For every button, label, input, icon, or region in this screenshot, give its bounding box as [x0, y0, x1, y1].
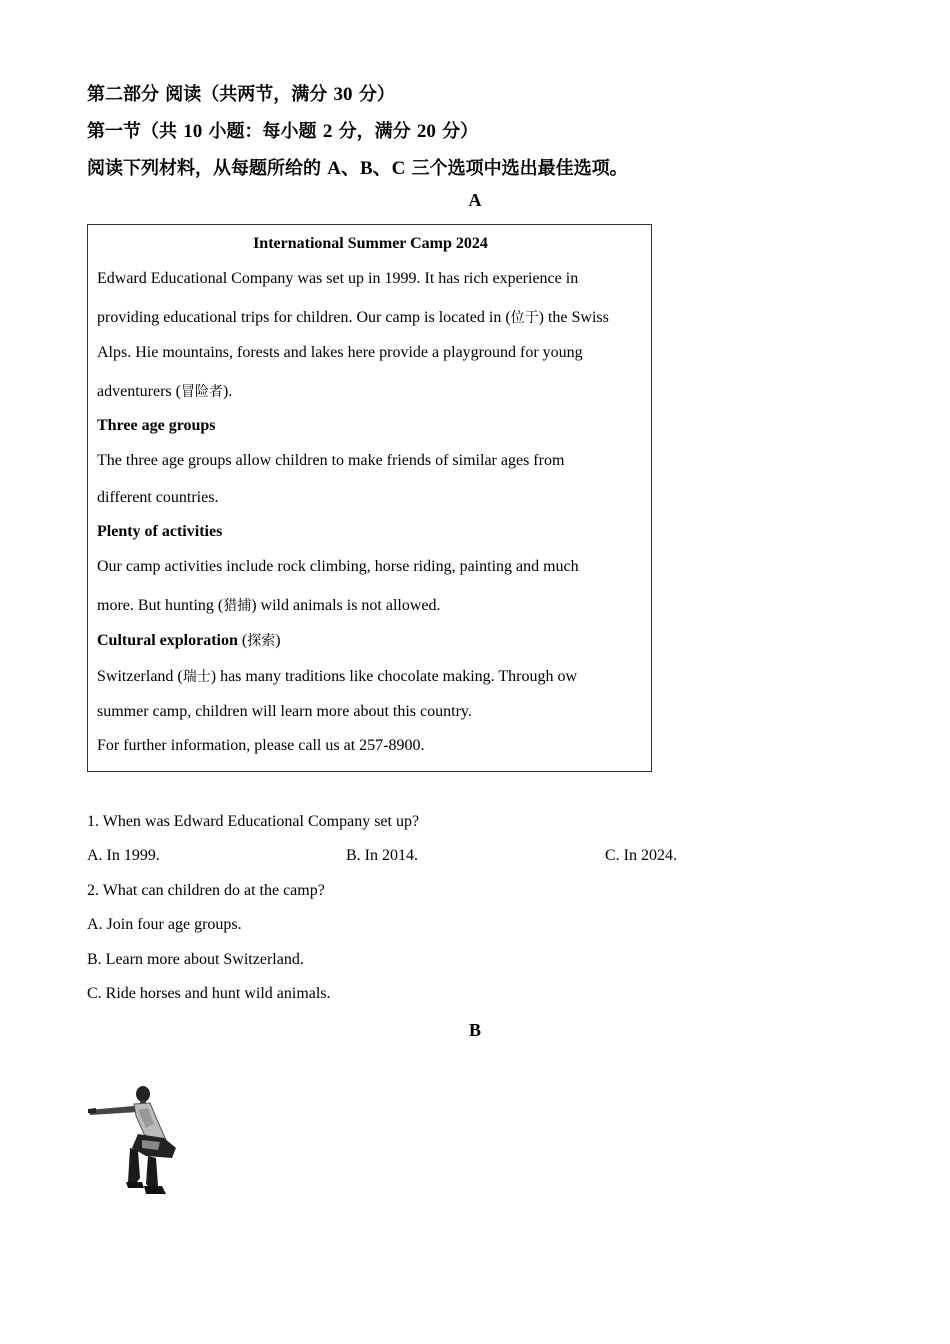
heading-cultural: Cultural exploration (探索)	[97, 632, 281, 649]
advert-title: International Summer Camp 2024	[253, 235, 488, 252]
passage-a-letter: A	[468, 190, 482, 210]
question-1-option-c: C. In 2024.	[605, 847, 677, 864]
question-1-stem: 1. When was Edward Educational Company set up?	[87, 813, 420, 830]
intro-line-3: Alps. Hie mountains, forests and lakes here provide a playground for young	[97, 344, 583, 361]
part-title: 第二部分 阅读（共两节，满分 30 分）	[87, 84, 395, 105]
age-groups-line-2: different countries.	[97, 489, 219, 506]
question-1-option-b: B. In 2014.	[346, 847, 418, 864]
heading-age-groups: Three age groups	[97, 417, 216, 434]
activities-line-1: Our camp activities include rock climbing, horse riding, painting and much	[97, 558, 579, 575]
question-2-option-c: C. Ride horses and hunt wild animals.	[87, 985, 331, 1002]
age-groups-line-1: The three age groups allow children to make friends of similar ages from	[97, 452, 565, 469]
intro-line-2: providing educational trips for children. Our camp is located in (位于) the Swiss	[97, 309, 609, 326]
heading-activities: Plenty of activities	[97, 523, 223, 540]
instruction: 阅读下列材料，从每题所给的 A、B、C 三个选项中选出最佳选项。	[87, 158, 628, 179]
intro-line-1: Edward Educational Company was set up in 1999. It has rich experience in	[97, 270, 579, 287]
activities-line-2: more. But hunting (猎捕) wild animals is not allowed.	[97, 597, 441, 614]
cultural-line-1: Switzerland (瑞士) has many traditions like chocolate making. Through ow	[97, 668, 578, 685]
squat-exercise-person-icon	[86, 1082, 186, 1200]
question-2-stem: 2. What can children do at the camp?	[87, 882, 325, 899]
camp-advert-box	[87, 224, 652, 772]
question-1-option-a: A. In 1999.	[87, 847, 160, 864]
question-2-option-a: A. Join four age groups.	[87, 916, 242, 933]
intro-line-4: adventurers (冒险者).	[97, 383, 233, 400]
section-title: 第一节（共 10 小题：每小题 2 分，满分 20 分）	[87, 121, 479, 142]
question-2-option-b: B. Learn more about Switzerland.	[87, 951, 304, 968]
contact-line: For further information, please call us at 257-8900.	[97, 737, 425, 754]
passage-b-letter: B	[468, 1020, 481, 1040]
cultural-line-2: summer camp, children will learn more about this country.	[97, 703, 472, 720]
